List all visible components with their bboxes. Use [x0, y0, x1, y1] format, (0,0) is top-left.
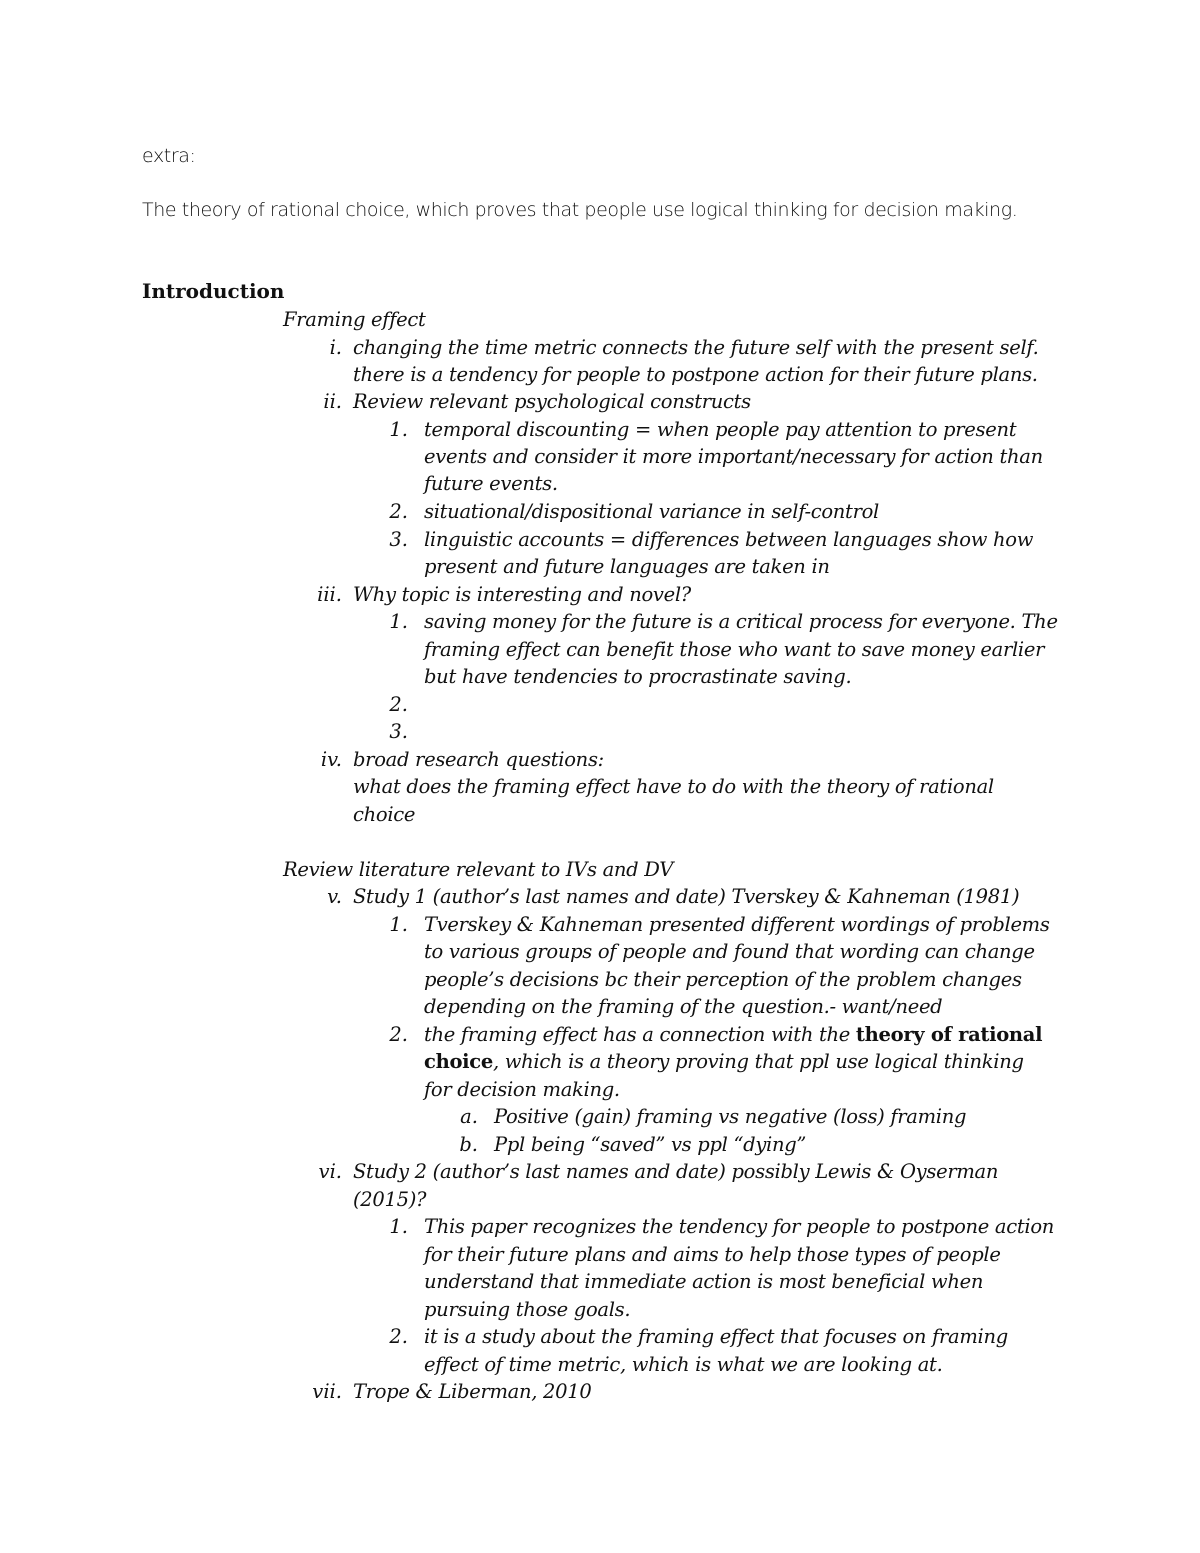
list-item-line: present and future languages are taken in [424, 555, 830, 578]
list-marker: iii. [317, 583, 342, 606]
list-item-line: people’s decisions bc their perception of the problem changes [424, 968, 1022, 991]
list-marker: 1. [389, 418, 408, 441]
list-item-line: for decision making. [424, 1078, 620, 1101]
list-item-line [424, 1048, 1024, 1075]
list-item-text: , which is a theory proving that ppl use logical thinking [492, 1050, 1024, 1073]
rational-choice-sentence: The theory of rational choice, which proves that people use logical thinking for decision making. [142, 199, 1018, 221]
list-item-line: to various groups of people and found that wording can change [424, 940, 1035, 963]
list-marker: 3. [389, 720, 408, 743]
list-marker: iv. [320, 748, 342, 771]
list-marker: vii. [312, 1380, 342, 1403]
list-item-line: effect of time metric, which is what we are looking at. [424, 1353, 943, 1376]
list-item-line: but have tendencies to procrastinate saving. [424, 665, 852, 688]
list-item-line: This paper recognizes the tendency for people to postpone action [424, 1215, 1055, 1238]
list-marker: 3. [389, 528, 408, 551]
list-item-line: Why topic is interesting and novel? [353, 583, 691, 606]
list-item-line: saving money for the future is a critical process for everyone. The [424, 610, 1058, 633]
introduction-heading: Introduction [142, 279, 285, 303]
list-item-line: Study 2 (author’s last names and date) possibly Lewis & Oyserman [353, 1160, 999, 1183]
list-item-line: Tverskey & Kahneman presented different wordings of problems [424, 913, 1050, 936]
list-marker: 2. [389, 1023, 408, 1046]
list-item-line: temporal discounting = when people pay attention to present [424, 418, 1017, 441]
list-item-line: depending on the framing of the question.- want/need [424, 995, 943, 1018]
list-item-line: Positive (gain) framing vs negative (loss) framing [494, 1105, 967, 1128]
review-literature-heading: Review literature relevant to IVs and DV [283, 858, 674, 881]
list-item-line: (2015)? [353, 1188, 427, 1211]
list-item-line: Trope & Liberman, 2010 [353, 1380, 592, 1403]
list-item-line: linguistic accounts = differences between languages show how [424, 528, 1034, 551]
list-item-line: events and consider it more important/necessary for action than [424, 445, 1043, 468]
list-marker: 2. [389, 1325, 408, 1348]
list-marker: a. [460, 1105, 478, 1128]
list-item-line: it is a study about the framing effect that focuses on framing [424, 1325, 1008, 1348]
bold-term: theory of rational [855, 1023, 1043, 1046]
list-item-line: broad research questions: [353, 748, 604, 771]
list-marker: ii. [323, 390, 342, 413]
list-marker: 1. [389, 1215, 408, 1238]
list-item-line: Review relevant psychological constructs [353, 390, 751, 413]
list-item-line: Study 1 (author’s last names and date) Tverskey & Kahneman (1981) [353, 885, 1020, 908]
framing-effect-heading: Framing effect [283, 308, 426, 331]
list-marker: i. [329, 336, 342, 359]
list-item-line: pursuing those goals. [424, 1298, 631, 1321]
list-item-line: what does the framing effect have to do with the theory of rational [353, 775, 994, 798]
list-item-line: there is a tendency for people to postpone action for their future plans. [353, 363, 1038, 386]
extra-label: extra: [142, 145, 196, 167]
list-marker: b. [459, 1133, 478, 1156]
list-item-line: framing effect can benefit those who want to save money earlier [424, 638, 1045, 661]
bold-term: choice [424, 1050, 493, 1073]
list-marker: 1. [389, 913, 408, 936]
list-marker: 1. [389, 610, 408, 633]
list-item-line: changing the time metric connects the future self with the present self. [353, 336, 1039, 359]
list-marker: vi. [318, 1160, 342, 1183]
list-marker: 2. [389, 500, 408, 523]
list-item-line: choice [353, 803, 416, 826]
list-item-line: Ppl being “saved” vs ppl “dying” [494, 1133, 807, 1156]
list-item-text: the framing effect has a connection with the [424, 1023, 856, 1046]
list-item-line: understand that immediate action is most beneficial when [424, 1270, 984, 1293]
list-item-line: situational/dispositional variance in self-control [424, 500, 879, 523]
list-marker: 2. [389, 693, 408, 716]
list-item-line: future events. [424, 472, 558, 495]
list-item-line [424, 1021, 1042, 1048]
list-item-line: for their future plans and aims to help those types of people [424, 1243, 1001, 1266]
list-marker: v. [327, 885, 342, 908]
